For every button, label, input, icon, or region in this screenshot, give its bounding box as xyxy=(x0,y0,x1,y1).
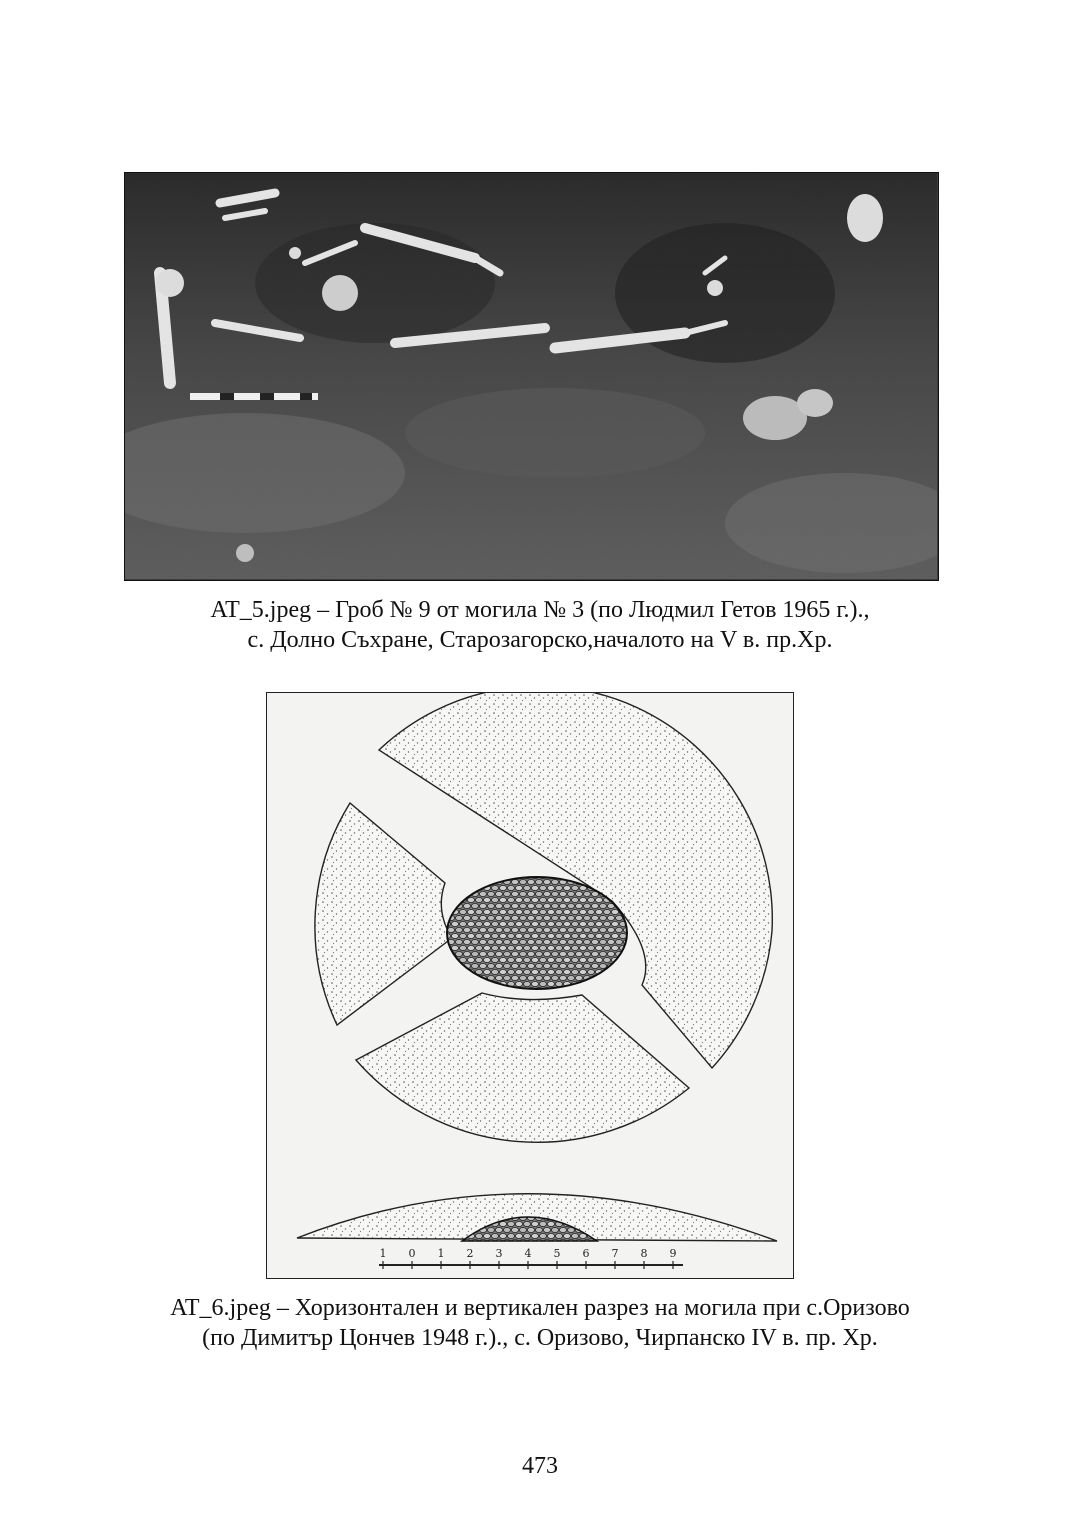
caption-line: AT_6.jpeg – Хоризонтален и вертикален разрез на могила при с.Оризово xyxy=(170,1295,910,1321)
scale-label: 1 xyxy=(437,1247,445,1260)
scale-label: 9 xyxy=(669,1247,677,1260)
scale-label: 8 xyxy=(640,1247,648,1260)
scale-label: 7 xyxy=(611,1247,619,1260)
scale-bar xyxy=(379,1247,683,1269)
stone-cairn-plan xyxy=(447,877,627,989)
scale-label: 4 xyxy=(524,1247,532,1260)
scale-label: 3 xyxy=(495,1247,503,1260)
mound-sector-left xyxy=(315,803,452,1025)
caption-line: (по Димитър Цончев 1948 г.)., с. Оризово, Чирпанско IV в. пр. Хр. xyxy=(202,1325,878,1351)
scale-label: 1 xyxy=(379,1247,387,1260)
grave-photo xyxy=(124,172,939,581)
caption-line: с. Долно Съхране, Старозагорско,началото на V в. пр.Хр. xyxy=(247,627,833,653)
page-number: 473 xyxy=(522,1453,558,1479)
mound-section-drawing xyxy=(266,692,794,1279)
figure-caption-1 xyxy=(0,595,1080,655)
figure-caption-2 xyxy=(0,1293,1080,1353)
scale-label: 2 xyxy=(466,1247,474,1260)
mound-sector-bottom xyxy=(356,993,689,1142)
scale-label: 5 xyxy=(553,1247,561,1260)
scale-label: 0 xyxy=(408,1247,416,1260)
scale-label: 6 xyxy=(582,1247,590,1260)
caption-line: AT_5.jpeg – Гроб № 9 от могила № 3 (по Людмил Гетов 1965 г.)., xyxy=(210,597,870,623)
